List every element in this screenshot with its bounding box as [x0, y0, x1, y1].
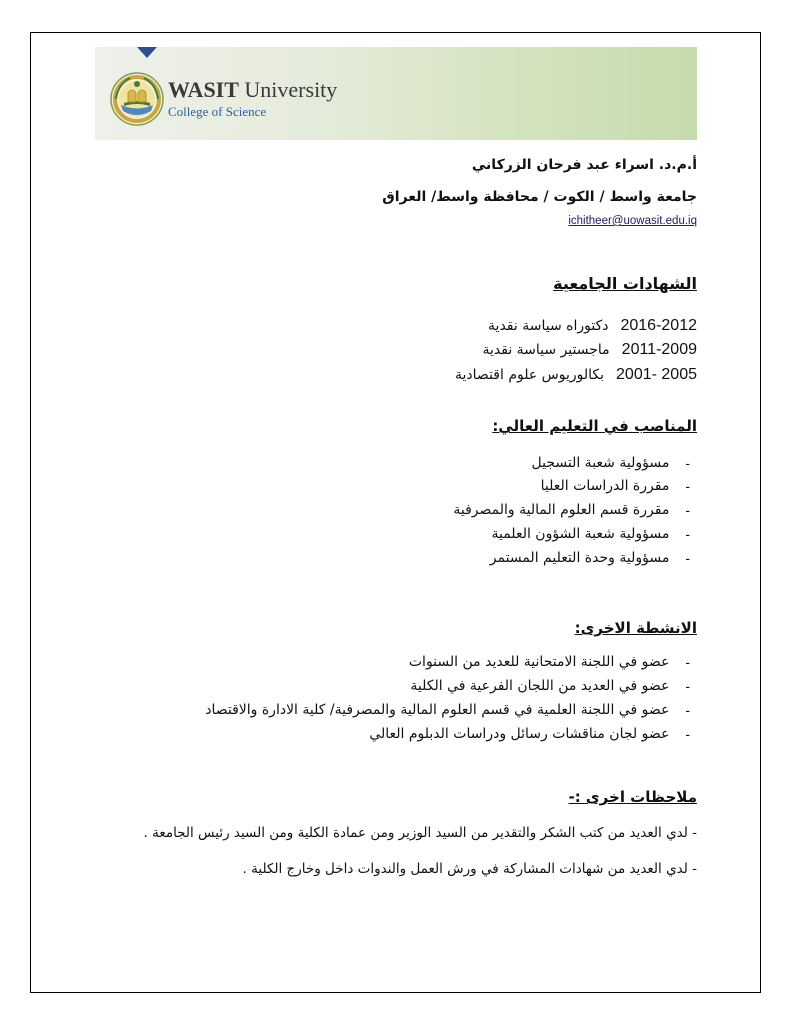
list-bullet: -	[685, 550, 690, 566]
list-item-text: عضو في اللجنة الامتحانية للعديد من السنوات	[408, 654, 670, 670]
degree-years: 2011-2009	[621, 341, 697, 358]
degree-title: بكالوريوس علوم اقتصادية	[455, 367, 605, 383]
university-name-bold: WASIT	[168, 77, 239, 102]
list-bullet: -	[685, 526, 690, 542]
college-name: College of Science	[168, 104, 267, 119]
positions-heading: المناصب في التعليم العالي:	[492, 417, 697, 435]
list-bullet: -	[685, 455, 690, 471]
degree-title: دكتوراه سياسة نقدية	[488, 318, 609, 334]
note-line: - لدي العديد من شهادات المشاركة في ورش العمل والندوات داخل وخارج الكلية .	[242, 861, 697, 877]
list-item-text: مقررة قسم العلوم المالية والمصرفية	[453, 502, 670, 518]
list-item-text: مقررة الدراسات العليا	[540, 478, 670, 494]
list-bullet: -	[685, 654, 690, 670]
university-emblem-icon	[110, 72, 164, 126]
profile-name: أ.م.د. اسراء عبد فرحان الزركاني	[471, 157, 697, 173]
degree-row	[455, 365, 697, 385]
degrees-heading: الشهادات الجامعية	[553, 274, 697, 293]
header-banner	[95, 47, 697, 140]
list-item-text: مسؤولية وحدة التعليم المستمر	[489, 550, 670, 566]
list-bullet: -	[685, 478, 690, 494]
list-item	[532, 453, 691, 473]
list-item	[410, 676, 690, 696]
university-name	[168, 78, 337, 102]
list-bullet: -	[685, 678, 690, 694]
degree-row	[488, 316, 697, 336]
list-bullet: -	[685, 502, 690, 518]
list-item	[205, 700, 690, 720]
degree-title: ماجستير سياسة نقدية	[482, 342, 610, 358]
list-bullet: -	[685, 702, 690, 718]
degree-years: 2016-2012	[620, 317, 697, 334]
profile-affiliation: جامعة واسط / الكوت / محافظة واسط/ العراق	[382, 189, 697, 205]
notes-heading: ملاحظات اخرى :-	[568, 788, 697, 806]
list-item-text: مسؤولية شعبة التسجيل	[531, 455, 670, 471]
list-item	[491, 524, 690, 544]
list-item	[541, 476, 690, 496]
list-item	[490, 548, 690, 568]
activities-heading: الانشطة الاخرى:	[574, 619, 697, 637]
banner-triangle-marker	[137, 47, 157, 58]
university-name-regular: University	[244, 77, 338, 102]
list-bullet: -	[685, 726, 690, 742]
list-item-text: عضو في العديد من اللجان الفرعية في الكلية	[410, 678, 670, 694]
list-item-text: مسؤولية شعبة الشؤون العلمية	[491, 526, 670, 542]
note-line: - لدي العديد من كتب الشكر والتقدير من السيد الوزير ومن عمادة الكلية ومن السيد رئيس الجامعة .	[143, 825, 697, 841]
email-link[interactable]: ichitheer@uowasit.edu.iq	[568, 215, 697, 227]
list-item-text: عضو في اللجنة العلمية في قسم العلوم المالية والمصرفية/ كلية الادارة والاقتصاد	[205, 702, 670, 718]
list-item	[453, 500, 690, 520]
degree-years: 2001- 2005	[616, 366, 697, 383]
degree-row	[483, 340, 698, 360]
list-item	[369, 724, 690, 744]
list-item	[409, 652, 690, 672]
list-item-text: عضو لجان مناقشات رسائل ودراسات الدبلوم العالي	[369, 726, 670, 742]
